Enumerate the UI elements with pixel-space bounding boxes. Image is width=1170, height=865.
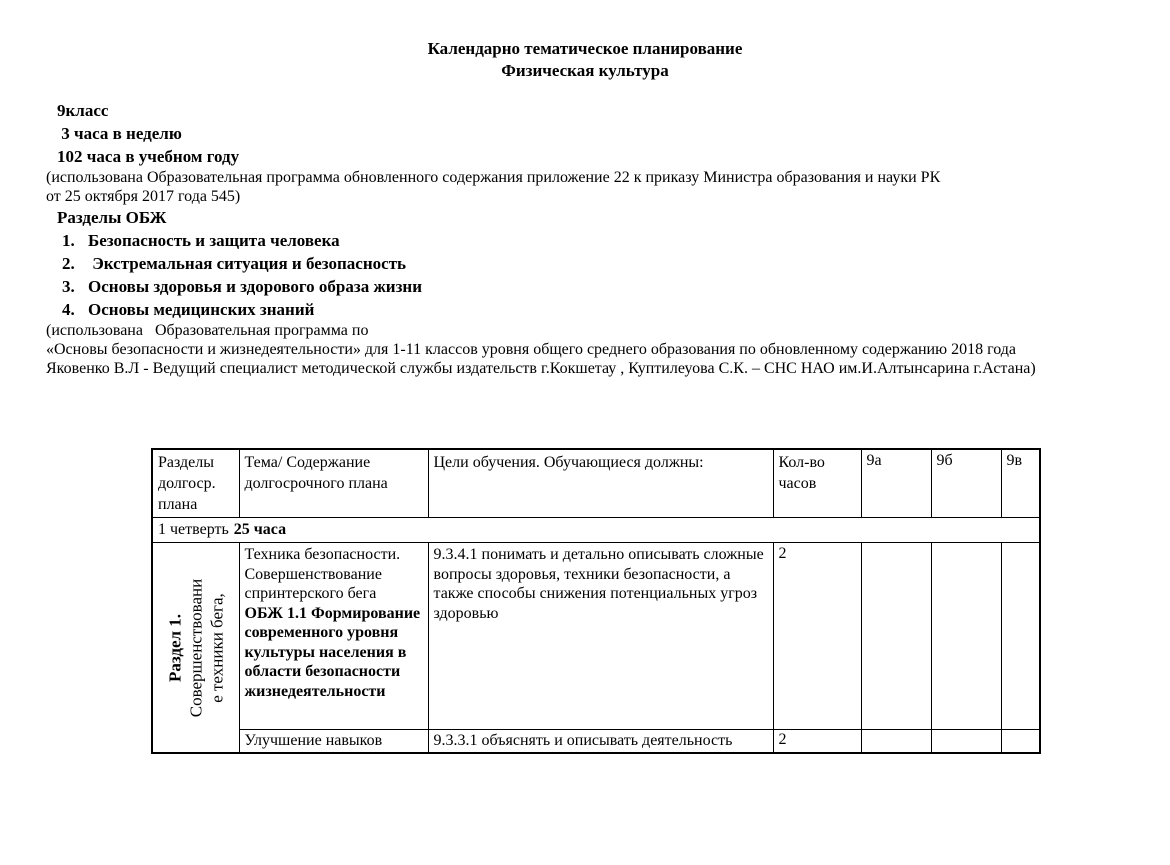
list-item-number: 1. <box>62 231 75 250</box>
obzh-note-line3: Яковенко В.Л - Ведущий специалист методической службы издательств г.Кокшетау , Куптилеуова С.К. – СНС НАО им.И.Алтынсарина г.Астана) <box>46 360 1036 377</box>
list-item-number: 3. <box>62 277 75 296</box>
list-item-number: 4. <box>62 300 75 319</box>
topic-cell: Улучшение навыков <box>239 730 428 754</box>
list-item-label: Основы медицинских знаний <box>88 300 315 319</box>
topic-cell <box>239 543 428 730</box>
table-row <box>152 543 1040 730</box>
section-name-part1: Совершенствовани <box>186 578 206 717</box>
quarter-label: 1 четверть <box>158 521 229 538</box>
hours-per-year-heading: 102 часа в учебном году <box>57 147 240 166</box>
topic-text: Техника безопасности. Совершенствование спринтерского бега <box>244 546 401 602</box>
list-item <box>62 229 1170 252</box>
table-row <box>152 730 1040 754</box>
hours-per-week-heading: 3 часа в неделю <box>57 124 182 143</box>
section-vertical-text <box>164 545 227 751</box>
header-topic: Тема/ Содержание долгосрочного плана <box>239 449 428 518</box>
intro-section <box>46 99 1170 378</box>
table-header-row <box>152 449 1040 518</box>
quarter-cell <box>152 518 1040 543</box>
header-class-9b: 9б <box>931 449 1001 518</box>
list-item <box>62 298 1170 321</box>
mark-cell-9v <box>1001 543 1040 730</box>
objective-cell: 9.3.3.1 объяснять и описывать деятельность <box>428 730 773 754</box>
hours-cell: 2 <box>773 730 861 754</box>
objective-cell: 9.3.4.1 понимать и детально описывать сложные вопросы здоровья, техники безопасности, а также способы снижения потенциальных угроз здоровью <box>428 543 773 730</box>
document-title <box>0 38 1170 82</box>
quarter-hours: 25 часа <box>233 521 287 538</box>
mark-cell-9b <box>931 543 1001 730</box>
class-heading: 9класс <box>57 101 109 120</box>
list-item-label: Основы здоровья и здорового образа жизни <box>88 277 423 296</box>
planning-table <box>151 448 1041 754</box>
header-sections: Разделы долгоср. плана <box>152 449 239 518</box>
quarter-row <box>152 518 1040 543</box>
list-item-number: 2. <box>62 254 75 273</box>
header-class-9v: 9в <box>1001 449 1040 518</box>
document-title-line2: Физическая культура <box>501 61 669 80</box>
program-note-line2: от 25 октября 2017 года 545) <box>46 188 241 205</box>
obzh-note-line1: (использована Образовательная программа по <box>46 322 369 339</box>
program-note-line1: (использована Образовательная программа обновленного содержания приложение 22 к приказу Министра образования и науки РК <box>46 169 941 186</box>
list-item-label: Безопасность и защита человека <box>88 231 340 250</box>
document-title-line1: Календарно тематическое планирование <box>427 39 743 58</box>
mark-cell-9a <box>861 730 931 754</box>
list-item <box>62 275 1170 298</box>
list-item <box>62 252 1170 275</box>
mark-cell-9v <box>1001 730 1040 754</box>
header-class-9a: 9а <box>861 449 931 518</box>
section-title-cell <box>152 543 239 754</box>
header-objectives: Цели обучения. Обучающиеся должны: <box>428 449 773 518</box>
header-hours: Кол-во часов <box>773 449 861 518</box>
list-item-label: Экстремальная ситуация и безопасность <box>88 254 407 273</box>
mark-cell-9a <box>861 543 931 730</box>
sections-heading: Разделы ОБЖ <box>57 208 167 227</box>
mark-cell-9b <box>931 730 1001 754</box>
section-name-part2: е техники бега, <box>207 592 227 703</box>
obzh-note-line2: «Основы безопасности и жизнедеятельности» для 1-11 классов уровня общего среднего образования по обновленному содержанию 2018 года <box>46 341 1017 358</box>
hours-cell: 2 <box>773 543 861 730</box>
topic-obzh-text: ОБЖ 1.1 Формирование современного уровня культуры населения в области безопасности жизнедеятельности <box>244 604 421 700</box>
section-number: Раздел 1. <box>165 613 185 682</box>
